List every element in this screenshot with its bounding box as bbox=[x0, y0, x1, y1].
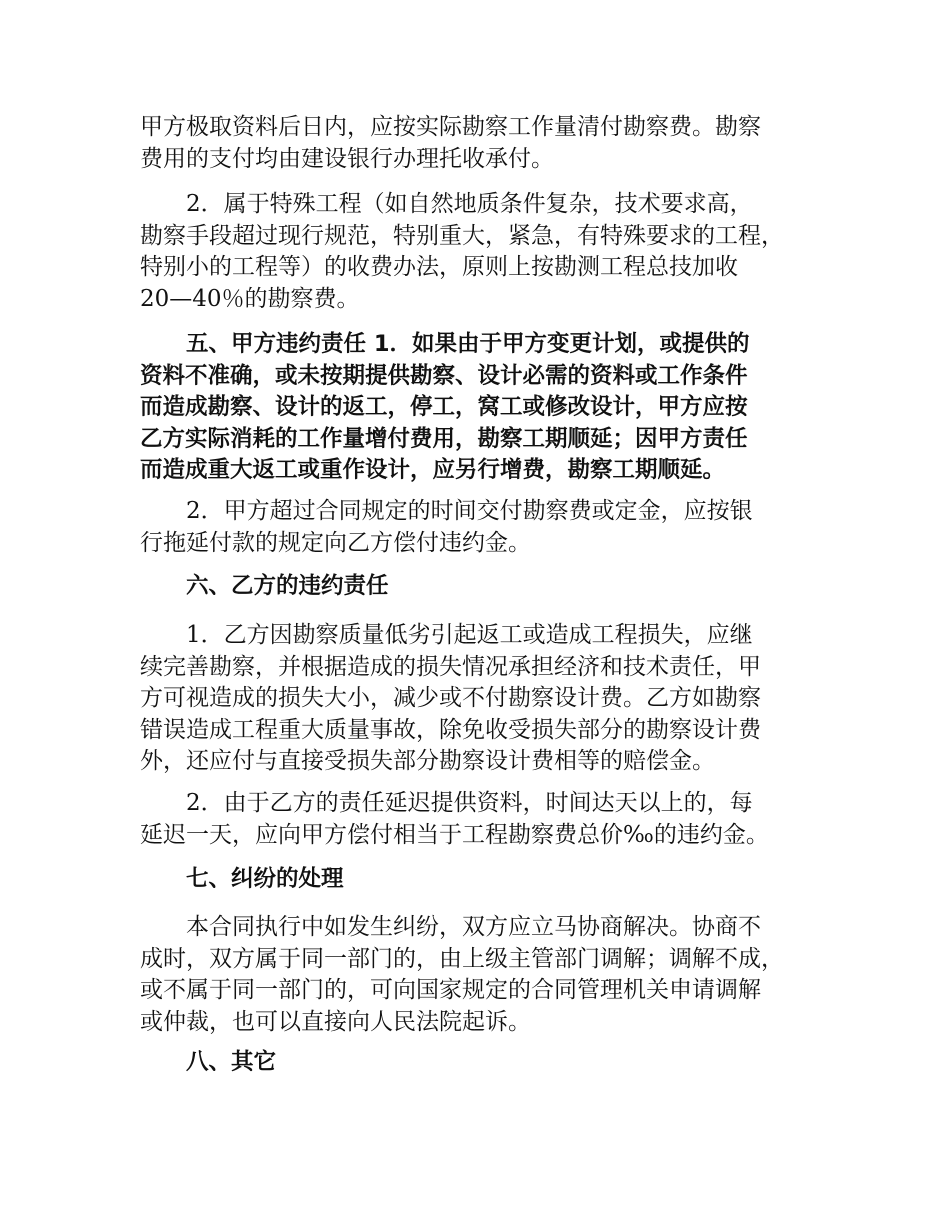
paragraph-party-b-delay bbox=[140, 788, 820, 851]
text-line: 2．由于乙方的责任延迟提供资料，时间达天以上的，每 bbox=[186, 790, 753, 816]
paragraph-special-projects bbox=[140, 189, 820, 315]
section-five-party-a-liability bbox=[140, 329, 820, 487]
paragraph-dispute-resolution bbox=[140, 912, 820, 1038]
section-heading-six: 六、乙方的违约责任 bbox=[186, 573, 389, 599]
text-line: 而造成勘察、设计的返工，停工，窝工或修改设计，甲方应按 bbox=[140, 394, 748, 420]
text-line: 乙方实际消耗的工作量增付费用，勘察工期顺延；因甲方责任 bbox=[140, 425, 748, 452]
text-line: 2．甲方超过合同规定的时间交付勘察费或定金，应按银 bbox=[186, 498, 753, 524]
text-line: 20—40％的勘察费。 bbox=[140, 285, 360, 312]
text-line: 而造成重大返工或重作设计，应另行增费，勘察工期顺延。 bbox=[140, 457, 726, 483]
text-line: 续完善勘察，并根据造成的损失情况承担经济和技术责任，甲 bbox=[140, 653, 761, 680]
text-line: 费用的支付均由建设银行办理托收承付。 bbox=[140, 145, 554, 172]
text-line: 1．乙方因勘察质量低劣引起返工或造成工程损失，应继 bbox=[186, 622, 753, 648]
text-line: 资料不准确，或未按期提供勘察、设计必需的资料或工作条件 bbox=[140, 362, 748, 389]
paragraph-late-payment bbox=[140, 496, 820, 559]
text-line: 延迟一天，应向甲方偿付相当于工程勘察费总价‰的违约金。 bbox=[140, 821, 769, 848]
text-line: 本合同执行中如发生纠纷，双方应立马协商解决。协商不 bbox=[186, 914, 761, 940]
paragraph-party-b-quality bbox=[140, 620, 820, 778]
text-line: 2．属于特殊工程（如自然地质条件复杂，技术要求高， bbox=[186, 191, 753, 217]
text-line: 五、甲方违约责任 1．如果由于甲方变更计划，或提供的 bbox=[186, 331, 750, 357]
section-heading-eight: 八、其它 bbox=[186, 1049, 277, 1075]
text-line: 外，还应付与直接受损失部分勘察设计费相等的赔偿金。 bbox=[140, 748, 715, 774]
text-line: 方可视造成的损失大小，减少或不付勘察设计费。乙方如勘察 bbox=[140, 685, 761, 711]
section-heading-seven: 七、纠纷的处理 bbox=[186, 866, 344, 892]
text-line: 或不属于同一部门的，可向国家规定的合同管理机关申请调解 bbox=[140, 977, 761, 1003]
text-line: 行拖延付款的规定向乙方偿付违约金。 bbox=[140, 529, 531, 556]
text-line: 或仲裁，也可以直接向人民法院起诉。 bbox=[140, 1008, 531, 1035]
text-line: 勘察手段超过现行规范，特别重大，紧急，有特殊要求的工程， bbox=[140, 222, 784, 249]
paragraph-payment bbox=[140, 112, 820, 175]
text-line: 特别小的工程等）的收费办法，原则上按勘测工程总技加收 bbox=[140, 254, 738, 280]
text-line: 成时，双方属于同一部门的，由上级主管部门调解；调解不成， bbox=[140, 945, 784, 972]
text-line: 甲方极取资料后日内，应按实际勘察工作量清付勘察费。勘察 bbox=[140, 114, 761, 140]
text-line: 错误造成工程重大质量事故，除免收受损失部分的勘察设计费 bbox=[140, 716, 761, 743]
